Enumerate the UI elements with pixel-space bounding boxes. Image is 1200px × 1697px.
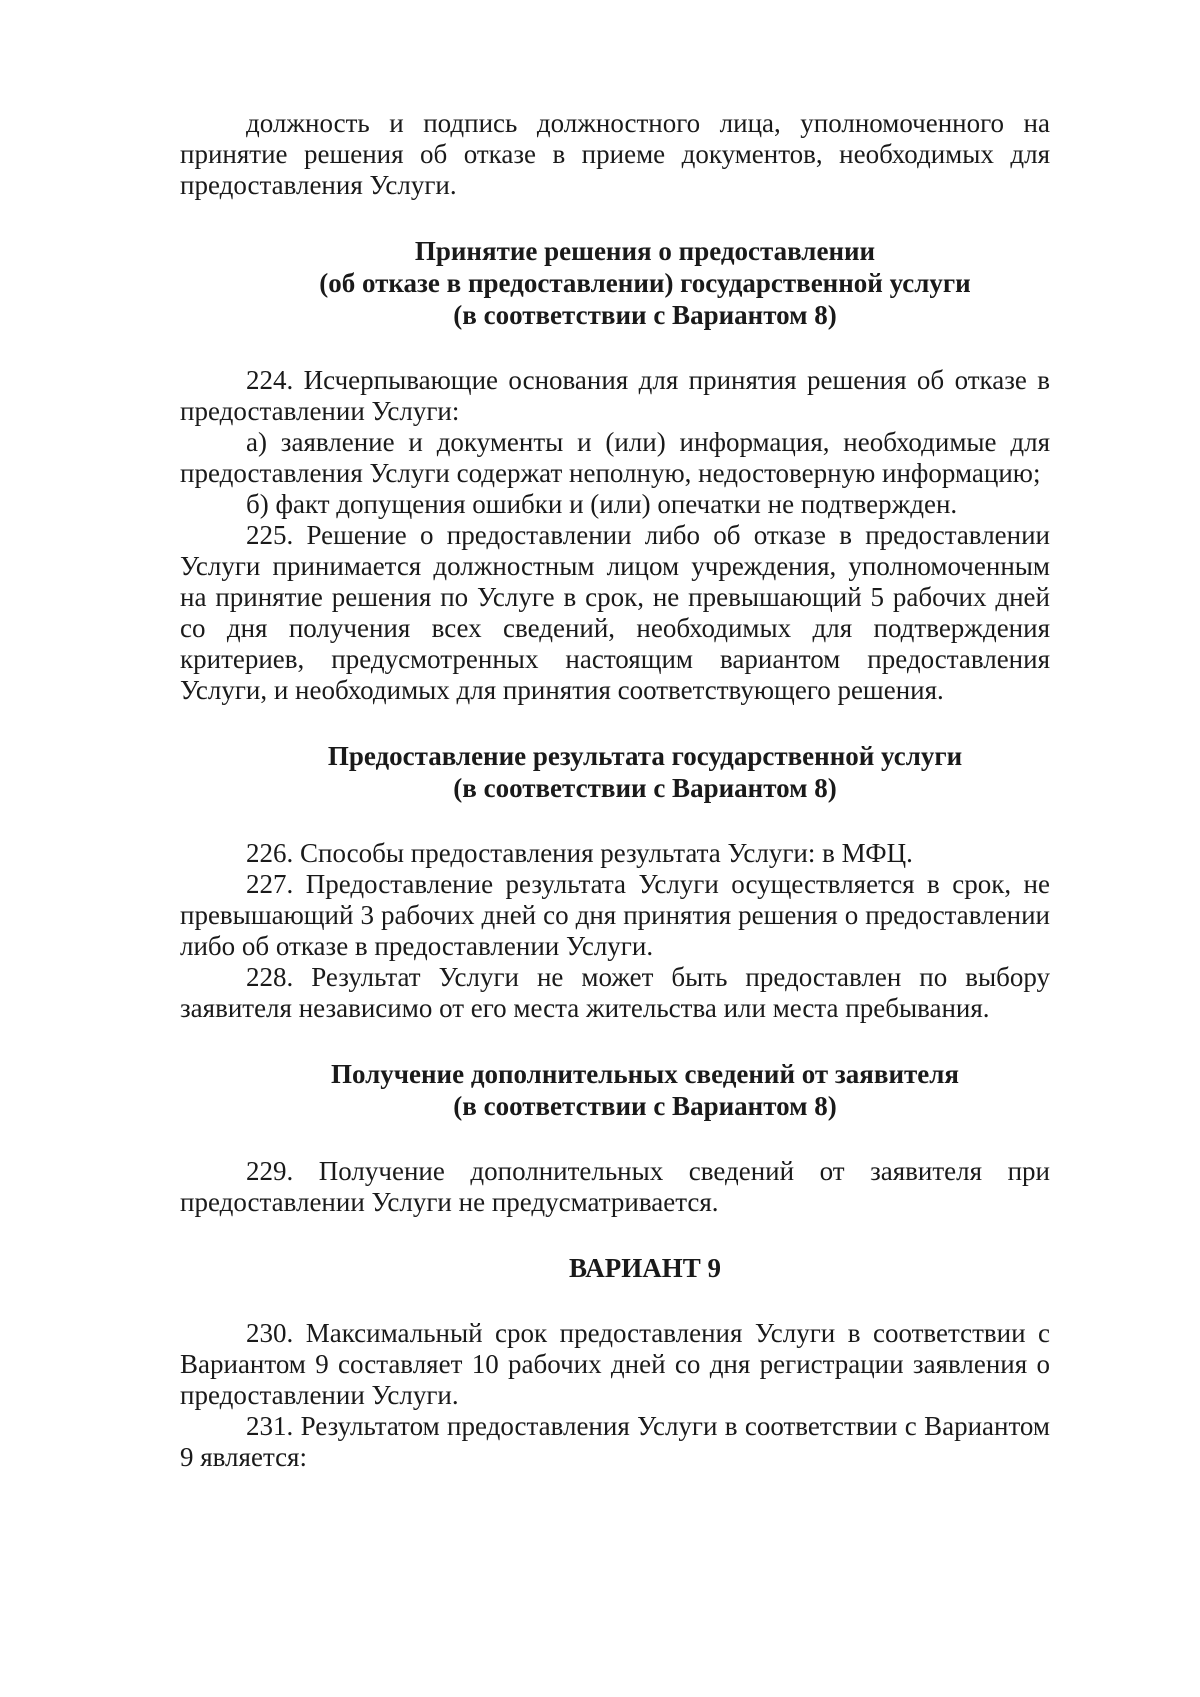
spacer: [180, 1218, 1050, 1252]
paragraph-228: 228. Результат Услуги не может быть предоставлен по выбору заявителя независимо от его места жительства или места пребывания.: [180, 962, 1050, 1023]
spacer: [180, 201, 1050, 235]
heading-line: (в соответствии с Вариантом 8): [453, 1091, 837, 1121]
section-heading-result: [180, 740, 1050, 804]
heading-line: (об отказе в предоставлении) государственной услуги: [319, 268, 971, 298]
section-heading-additional-info: [180, 1058, 1050, 1122]
paragraph-224-a: а) заявление и документы и (или) информация, необходимые для предоставления Услуги содержат неполную, недостоверную информацию;: [180, 427, 1050, 488]
heading-line: Принятие решения о предоставлении: [414, 236, 876, 266]
variant-heading: ВАРИАНТ 9: [568, 1253, 722, 1283]
paragraph-225: 225. Решение о предоставлении либо об отказе в предоставлении Услуги принимается должностным лицом учреждения, уполномоченным на принятие решения по Услуге в срок, не превышающий 5 рабочих дней со дня получения всех сведений, необходимых для подтверждения критериев, предусмотренных настоящим вариантом предоставления Услуги, и необходимых для принятия соответствующего решения.: [180, 520, 1050, 705]
paragraph-226: 226. Способы предоставления результата Услуги: в МФЦ.: [246, 838, 913, 868]
section-heading-decision: [180, 235, 1050, 331]
paragraph-227: 227. Предоставление результата Услуги осуществляется в срок, не превышающий 3 рабочих дней со дня принятия решения о предоставлении либо об отказе в предоставлении Услуги.: [180, 869, 1050, 961]
spacer: [180, 1024, 1050, 1058]
heading-line: Предоставление результата государственной услуги: [327, 741, 963, 771]
heading-line: Получение дополнительных сведений от заявителя: [330, 1059, 960, 1089]
paragraph-231: 231. Результатом предоставления Услуги в соответствии с Вариантом 9 является:: [180, 1411, 1050, 1472]
spacer: [180, 1122, 1050, 1156]
paragraph-224: 224. Исчерпывающие основания для принятия решения об отказе в предоставлении Услуги:: [180, 365, 1050, 426]
heading-line: (в соответствии с Вариантом 8): [453, 773, 837, 803]
paragraph-224-b: б) факт допущения ошибки и (или) опечатки не подтвержден.: [246, 489, 958, 519]
spacer: [180, 706, 1050, 740]
spacer: [180, 804, 1050, 838]
paragraph-230: 230. Максимальный срок предоставления Услуги в соответствии с Вариантом 9 составляет 10 рабочих дней со дня регистрации заявления о предоставлении Услуги.: [180, 1318, 1050, 1410]
spacer: [180, 1284, 1050, 1318]
spacer: [180, 331, 1050, 365]
document-page: [180, 108, 1050, 1473]
heading-line: (в соответствии с Вариантом 8): [453, 300, 837, 330]
paragraph-229: 229. Получение дополнительных сведений от заявителя при предоставлении Услуги не предусматривается.: [180, 1156, 1050, 1217]
intro-paragraph: должность и подпись должностного лица, уполномоченного на принятие решения об отказе в приеме документов, необходимых для предоставления Услуги.: [180, 108, 1050, 200]
